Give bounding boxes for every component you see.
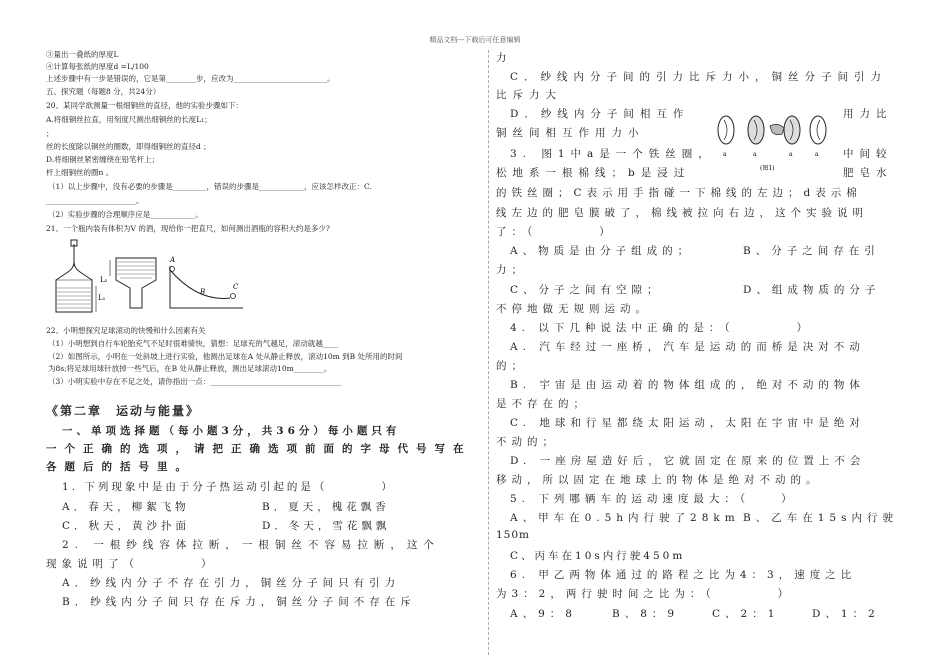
text-line: 不动的；: [496, 436, 558, 448]
question-22: 22、小明想探究足球滚动的快慢和什么因素有关: [46, 326, 206, 335]
q1-option-d: D．冬天，雪花飘飘: [262, 520, 391, 532]
figure-label-c: a: [789, 151, 793, 158]
column-separator: [488, 50, 489, 655]
text-line: 肥皂水: [843, 167, 893, 179]
text-line: 的；: [496, 360, 527, 372]
text-line: 为3：2，两行驶时间之比为：（ ）: [496, 588, 794, 600]
figure-label-b: a: [753, 151, 757, 158]
step-a: A.将细铜丝拉直，用刻度尺测出细铜丝的长度L₁；: [46, 115, 212, 124]
label-c: C: [233, 283, 239, 291]
q2-option-b: B．纱线内分子间只存在斥力，铜丝分子间不存在斥: [62, 596, 416, 608]
q6-option-a: A、9：8: [510, 608, 577, 620]
q22-part-3: （3）小明实验中存在不足之处，请你指出一点：___________________________________: [48, 377, 342, 386]
q22-part-2-cont: 为8s;将足球用球针放掉一些气后，在B 处从静止释放，测出足球滚动10m________。: [48, 364, 332, 373]
q4-option-b: B. 宇宙是由运动着的物体组成的，绝对不动的物体: [510, 379, 865, 391]
text-line: 移动，所以固定在地球上的物体是绝对不动的。: [496, 474, 822, 486]
q4-option-a: A. 汽车经过一座桥，汽车是运动的而桥是决对不动: [510, 341, 865, 353]
q2-option-c: C．纱线内分子间的引力比斥力小，铜丝分子间引力: [510, 71, 888, 83]
bottle-incline-figure: [48, 236, 248, 318]
label-l2: L₂: [100, 276, 108, 284]
q4-option-d: D. 一座房屋造好后，它就固定在原来的位置上不会: [510, 455, 866, 467]
step-d: D.将细铜丝紧密缠绕在铅笔杆上；: [46, 155, 160, 164]
text-line: 力: [496, 52, 508, 64]
sub-question-2: （2）实验步骤的合理顺序应是____________。: [48, 210, 203, 219]
q1-option-c: C．秋天，黄沙扑面: [62, 520, 191, 532]
text-line: 上述步骤中有一步是错误的，它是第________步，应改为_________________________。: [46, 74, 335, 83]
question-20: 20、某同学欲测量一根细铜丝的直径，他的实验步骤如下：: [46, 101, 244, 110]
q5-option-a: A、甲车在0.5h内行驶了28km: [510, 512, 740, 524]
q6-option-c: C、2：1: [712, 608, 780, 620]
text-line: 是不存在的；: [496, 398, 589, 410]
figure-caption: (图1): [760, 165, 775, 172]
step-b: ；: [46, 129, 54, 138]
label-l1: L₁: [98, 294, 106, 302]
text-line: 不停地做无规则运动。: [496, 303, 651, 315]
q3-option-d: D、组成物质的分子: [743, 284, 881, 296]
q22-part-2: （2）如图所示，小明在一处斜坡上进行实验，他测出足球在A 处从静止释放，滚动10m 到B 处所用的时间: [48, 352, 403, 361]
question-2: 2. 一根纱线容体拉断，一根铜丝不容易拉断，这个: [62, 539, 440, 551]
q2-option-a: A．纱线内分子不存在引力，铜丝分子间只有引力: [62, 577, 401, 589]
q22-part-1: （1）小明想到自行车轮胎充气不足时很难骑快，猜想：足球充的气越足，滚动就越____: [48, 339, 338, 348]
text-line: 的铁丝圈；C表示用手指碰一下棉线的左边；d表示棉: [496, 187, 862, 199]
section-heading: 五、探究题（每题8 分，共24分）: [46, 87, 161, 96]
answer-blank: ________________________。: [46, 196, 144, 205]
chapter-title: 《第二章 运动与能量》: [46, 404, 201, 418]
label-a: A: [170, 256, 176, 264]
section-intro-2: 一个正确的选项，请把正确选项前面的字母代号写在: [46, 443, 472, 455]
q3-option-a: A、物质是由分子组成的；: [510, 245, 694, 257]
text-line: 铜丝间相互作用力小: [496, 127, 645, 139]
text-line: ④计算每张纸的厚度d =L/100: [46, 62, 149, 71]
text-line: 松地系一根棉线；b是浸过: [496, 167, 691, 179]
q4-option-c: C. 地球和行星都绕太阳运动，太阳在宇宙中是绝对: [510, 417, 865, 429]
page-header: 精品文档---下载后可任意编辑: [429, 36, 521, 44]
q5-option-b: B、乙车在15s内行驶: [743, 512, 898, 524]
question-6: 6. 甲乙两物体通过的路程之比为4：3，速度之比: [510, 569, 857, 581]
text-line: ③量出一叠纸的厚度L: [46, 50, 119, 59]
sub-question-1: （1）以上步骤中，没有必要的步骤是_________，错误的步骤是____________，应该怎样改正：C.: [48, 182, 372, 191]
question-1: 1. 下列现象中是由于分子热运动引起的是（ ）: [62, 481, 395, 493]
q6-option-d: D、1：2: [812, 608, 880, 620]
step-c: 丝的长度除以铜丝的圈数，即得细铜丝的直径d ；: [46, 142, 211, 151]
question-2-cont: 现象说明了（ ）: [46, 558, 217, 570]
text-line: 力；: [496, 264, 527, 276]
q1-option-b: B．夏天，槐花飘香: [262, 501, 390, 513]
text-line: 了：（ ）: [496, 226, 615, 238]
q1-option-a: A．春天，柳絮飞物: [62, 501, 190, 513]
q3-option-c: C、分子之间有空隙；: [510, 284, 663, 296]
section-intro-1: 一、单项选择题（每小题3分，共36分）每小题只有: [62, 425, 401, 437]
question-5: 5. 下列哪辆车的运动速度最大：（ ）: [510, 493, 797, 505]
text-line: 用力比: [843, 108, 893, 120]
text-line: 比斥力大: [496, 89, 562, 101]
text-line: 中间较: [843, 148, 893, 160]
q2-option-d: D．纱线内分子间相互作: [510, 108, 690, 120]
question-3: 3. 图1中a是一个铁丝圈，: [510, 148, 715, 160]
label-b: B: [200, 288, 206, 296]
q6-option-b: B、8：9: [612, 608, 680, 620]
text-line: 线左边的肥皂膜破了，棉线被拉向右边，这个实验说明: [496, 207, 868, 219]
figure-label-d: a: [815, 151, 819, 158]
q5-option-c: C、丙车在10s内行驶450m: [510, 550, 686, 562]
figure-label-a: a: [723, 151, 727, 158]
q3-option-b: B、分子之间存在引: [743, 245, 880, 257]
soap-film-figure: [712, 112, 832, 174]
step-e: 杆上细铜丝的圈n 。: [46, 168, 114, 177]
question-21: 21、一个瓶内装有体积为V 的酒，现给你一把直尺，如何测出酒瓶的容积大约是多少?: [46, 224, 330, 233]
section-intro-3: 各题后的括号里。: [46, 461, 194, 473]
text-line: 150m: [496, 529, 530, 541]
question-4: 4. 以下几种说法中正确的是：（ ）: [510, 322, 813, 334]
